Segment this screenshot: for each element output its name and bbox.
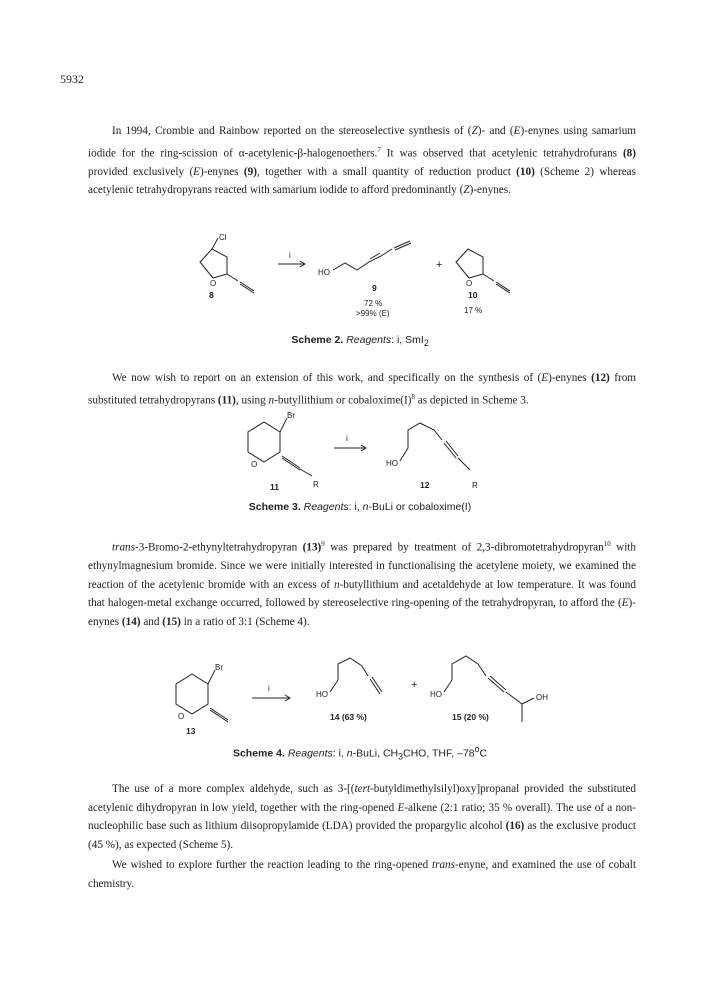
page-number: 5932 xyxy=(60,72,84,86)
thf-ring-8 xyxy=(200,249,227,278)
oxygen-label-10: O xyxy=(466,279,473,288)
plus-sign-2: + xyxy=(436,259,443,271)
yield-10: 17 % xyxy=(464,306,483,315)
bromo-label-13: Br xyxy=(215,663,223,672)
selectivity-9: >99% (E) xyxy=(356,309,390,318)
hydroxyl-label-14: HO xyxy=(316,690,328,699)
reagent-i-4: i xyxy=(268,684,270,693)
product-15-label: 15 (20 %) xyxy=(452,712,489,722)
reagent-i-2: i xyxy=(289,251,291,260)
paragraph-4: The use of a more complex aldehyde, such as 3-[(tert-butyldimethylsilyl)oxy]propanal provided the substituted acetylenic dihydropyran in low yield, together with the ring-opened E-alkene (2:1 ratio; 35 % overall). The use of a non-nucleophilic base such as lithium diisopropylamide (LDA) provided the propargylic alcohol (16) as the exclusive product (45 %), as expected (Scheme 5). xyxy=(88,783,636,851)
hydroxyl-label-12: HO xyxy=(386,459,398,468)
chloro-label: Cl xyxy=(219,233,227,242)
yield-9: 72 % xyxy=(364,299,383,308)
thp-ring-11 xyxy=(248,422,280,462)
r-group-11: R xyxy=(313,480,319,489)
plus-sign-4: + xyxy=(411,679,418,691)
oxygen-label-11: O xyxy=(251,460,258,469)
compound-8-label: 8 xyxy=(209,290,214,300)
oxygen-label-13: O xyxy=(178,712,185,721)
hydroxyl-label-9: HO xyxy=(318,268,330,277)
scheme-3-diagram xyxy=(0,402,720,512)
compound-11-label: 11 xyxy=(270,482,279,492)
compound-12-label: 12 xyxy=(420,480,430,490)
paragraph-1: In 1994, Crombie and Rainbow reported on the stereoselective synthesis of (Z)- and (E)-enynes using samarium iodide for the ring-scission of α-acetylenic-β-halogenoethers.$^7$ It was observed that acetylenic tetrahydrofurans (8) provided exclusively (E)-enynes (9), together with a small quantity of reduction product (10) (Scheme 2) whereas acetylenic tetrahydropyrans reacted with samarium iodide to afford predominantly (Z)-enynes. xyxy=(88,125,637,197)
thf-ring-10 xyxy=(456,249,483,278)
paragraph-2: We now wish to report on an extension of this work, and specifically on the synthesis of (E)-enynes (12) from substituted tetrahydropyrans (11), using n-butyllithium or $cobaloxime(I)^8$ as depicted in Scheme 3. xyxy=(88,372,636,407)
hydroxyl-label-15: HO xyxy=(430,690,442,699)
scheme-3-caption: Scheme 3. Reagents: i, n-BuLi or cobaloxime(I) xyxy=(248,501,472,513)
scheme-2-caption: Scheme 2. Reagents: i, SmI$_2$ xyxy=(291,334,429,349)
compound-9-label: 9 xyxy=(372,283,377,293)
bromo-label-11: Br xyxy=(287,411,295,420)
oxygen-label-8: O xyxy=(210,279,217,288)
scheme-4-caption: Scheme 4. Reagents: i, n-BuLi, $CH_3CHO$, THF, –78$^o$C xyxy=(232,744,488,762)
oh-label-15: OH xyxy=(536,693,548,702)
r-group-12: R xyxy=(472,481,478,490)
compound-10-label: 10 xyxy=(468,290,478,300)
paragraph-5: We wished to explore further the reaction leading to the ring-opened trans-enyne, and examined the use of cobalt chemistry. xyxy=(88,859,636,890)
reagent-i-3: i xyxy=(346,434,348,443)
paragraph-3: trans-3-Bromo-2-ethynyltetrahydropyran $(13)^9$ was prepared by treatment of 2,3-dibromotetrahydropyran$^{10}$ with ethynylmagnesium bromide. Since we were initially interested in functionalising the acetylene moiety, we examined the reaction of the acetylenic bromide with an excess of n-butyllithium and acetaldehyde at low temperature. It was found that halogen-metal exchange occurred, followed by stereoselective ring-opening of the tetrahydropyran, to afford the (E)-enynes (14) and (15) in a ratio of 3:1 (Scheme 4). xyxy=(88,540,637,628)
compound-13-label: 13 xyxy=(186,726,196,736)
thp-ring-13 xyxy=(176,674,208,714)
product-14-label: 14 (63 %) xyxy=(330,712,367,722)
